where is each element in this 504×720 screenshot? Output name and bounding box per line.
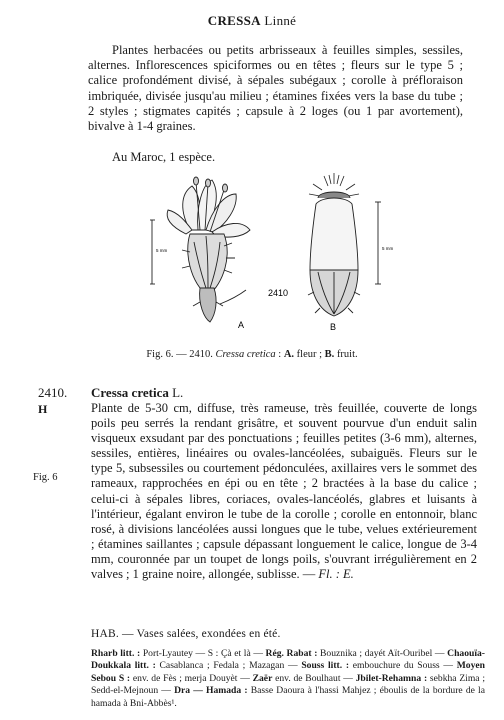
morocco-count: Au Maroc, 1 espèce. bbox=[112, 150, 216, 164]
species-author: L. bbox=[172, 385, 184, 400]
scale-label-b: 5 mm bbox=[382, 246, 394, 251]
region-name: Zaër bbox=[252, 672, 273, 684]
figure-label-b: B bbox=[330, 322, 337, 332]
caption-a-letter: A. bbox=[283, 349, 295, 360]
genus-description: Plantes herbacées ou petits arbrisseaux à feuilles simples, sessiles, alternes. Inflorescences spiciformes ou en têtes ; fleurs sur le type 5 ; calice profondément divisé, à sépales subégaux ; corolle à préfloraison imbriquée, divisée jusqu'au milieu ; étamines fixées vers la base du tube ; 2 styles ; stigmates capités ; capsule à 2 loges (ou 1 par avortement), bivalve à 1-4 graines. bbox=[88, 43, 463, 134]
species-heading bbox=[91, 385, 183, 401]
region-localities: env. de Boulhaut — bbox=[272, 672, 356, 684]
page-header bbox=[0, 13, 504, 29]
flora-reference: Fl. : E. bbox=[318, 567, 354, 582]
caption-a-text: fleur ; bbox=[296, 349, 323, 360]
scale-label-a: 5 mm bbox=[156, 248, 168, 253]
caption-species: Cressa cretica bbox=[215, 349, 276, 360]
figure-caption: Fig. 6. — 2410. Cressa cretica : A. fleur ; B. fruit. bbox=[146, 349, 358, 360]
species-name: Cressa cretica bbox=[91, 385, 169, 400]
region-localities: embouchure du Souss — bbox=[349, 660, 457, 672]
genus-name: CRESSA bbox=[207, 13, 261, 28]
distribution-list bbox=[91, 648, 485, 710]
figure-illustration bbox=[150, 172, 420, 342]
margin-marker-h: H bbox=[38, 402, 48, 416]
flower-drawing-a bbox=[167, 177, 250, 322]
region-localities: sebkha Zima ; Sedd-el-Mejnoun — bbox=[91, 672, 485, 697]
species-description: Plante de 5-30 cm, diffuse, très rameuse, très feuillée, couverte de longs poils peu serrés la rendant grisâtre, et souvent pourvue d'un enduit salin visqueux exsudant par des ponctuations ; feuilles petites (3-6 mm), alternes, sessiles, entières, linéaires ou ovales-lancéolées, subaiguës. Fleurs sur le type 5, subsessiles ou courtement pédonculées, axillaires vers le sommet des rameaux, rapprochées en épi ou en tête ; 2 bractées à la base du calice ; celui-ci à sépales libres, coriaces, ovales-lancéolés, glabres et luisants à l'intérieur, égalant environ le tube de la corolle ; corolle en entonnoir, blanc rosé, à divisions lancéolées aussi longues que le tube, velues extérieurement ; étamines saillantes ; capsule dépassant longuement le calice, longue de 3-4 mm, couronnée par un toupet de longs poils, s'ouvrant irrégulièrement en 2 valves ; 1 graine noire, allongée, sublisse. — Fl. : E. bbox=[91, 401, 477, 582]
habitat: HAB. — Vases salées, exondées en été. bbox=[91, 628, 281, 640]
genus-author: Linné bbox=[264, 13, 297, 28]
margin-marker-fig: Fig. 6 bbox=[33, 472, 58, 483]
region-name: Rharb litt. : bbox=[91, 648, 141, 659]
species-description-text: Plante de 5-30 cm, diffuse, très rameuse, très feuillée, couverte de longs poils peu serrés la rendant grisâtre, et souvent pourvue d'un enduit salin visqueux exsudant par des ponctuations ; feuilles petites (3-6 mm), alternes, sessiles, entières, linéaires ou ovales-lancéolées, subaiguës. Fleurs sur le type 5, subsessiles ou courtement pédonculées, axillaires vers le sommet des rameaux, rapprochées en épi ou en tête ; 2 bractées à la base du calice ; celui-ci à sépales libres, coriaces, ovales-lancéolés, glabres et luisants à l'intérieur, égalant environ le tube de la corolle ; corolle en entonnoir, blanc rosé, à divisions lancéolées aussi longues que le tube, velues extérieurement ; étamines saillantes ; capsule dépassant longuement le calice, longue de 3-4 mm, couronnée par un toupet de longs poils, s'ouvrant irrégulièrement en 2 valves ; 1 graine noire, allongée, sublisse. bbox=[91, 401, 477, 582]
region-name: Chaouïa-Doukkala litt. : bbox=[91, 648, 485, 672]
region-localities: env. de Fès ; merja Douyèt — bbox=[130, 672, 253, 684]
region-name: Jbilet-Rehamna : bbox=[355, 672, 428, 684]
fruit-drawing-b bbox=[308, 173, 381, 316]
caption-prefix: Fig. 6. — 2410. bbox=[146, 349, 213, 360]
figure-number: 2410 bbox=[268, 288, 289, 298]
region-localities: Basse Daoura à l'hassi Mahjez ; éboulis de la bordure de la hamada à Bni-Abbès¹. bbox=[91, 685, 485, 709]
caption-b-text: fruit. bbox=[336, 349, 358, 360]
region-name: Souss litt. : bbox=[301, 660, 350, 672]
region-name: Dra — Hamada : bbox=[174, 685, 248, 697]
region-name: Moyen Sebou S : bbox=[91, 660, 485, 684]
caption-b-letter: B. bbox=[324, 349, 335, 360]
figure-label-a: A bbox=[238, 320, 245, 330]
region-localities: Port-Lyautey — S : Çà et là — bbox=[140, 648, 266, 659]
botanical-figure bbox=[150, 172, 420, 342]
region-name: Rég. Rabat : bbox=[265, 648, 318, 659]
region-localities: Casablanca ; Fedala ; Mazagan — bbox=[155, 660, 302, 672]
species-number: 2410. bbox=[38, 385, 68, 400]
region-localities: Bouznika ; dayét Aït-Ouribel — bbox=[317, 648, 448, 659]
